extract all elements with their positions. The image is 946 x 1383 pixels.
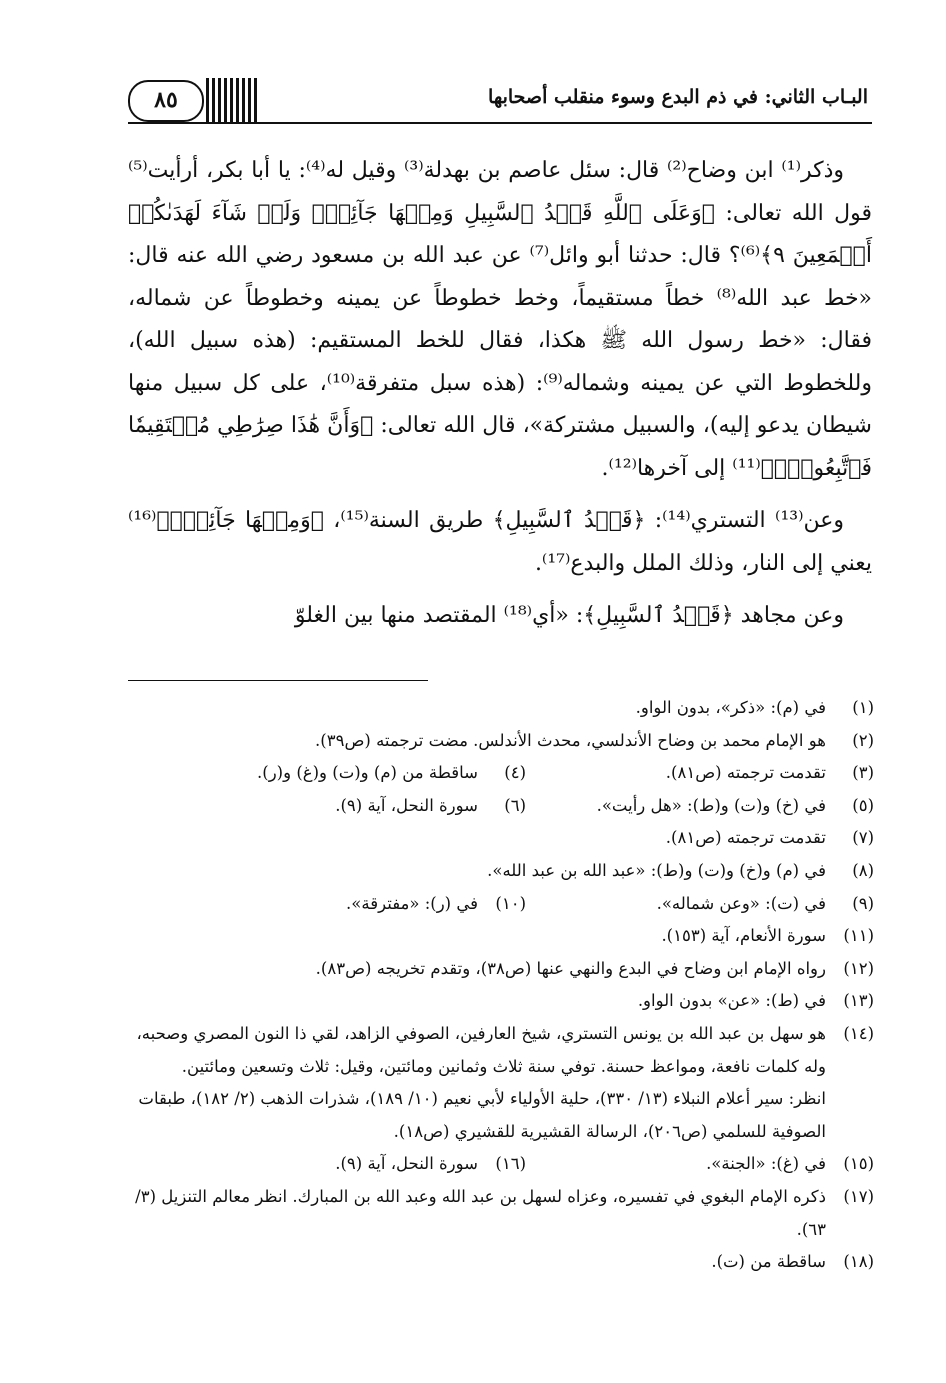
footnote-row: [128, 888, 874, 921]
footnote: (١٢) رواه الإمام ابن وضاح في البدع والنهي عنها (ص٣٨)، وتقدم تخريجه (ص٨٣).: [315, 958, 874, 978]
footnote: (٧) تقدمت ترجمته (ص٨١).: [665, 828, 874, 848]
footnote-continuation: انظر: سير أعلام النبلاء (١٣/ ٣٣٠)، حلية الأولياء لأبي نعيم (١٠/ ١٨٩)، شذرات الذهب (٢/ ١٨٢)، طبقات الصوفية للسلمي (ص٢٠٦)، الرسالة القشيرية للقشيري (ص١٨).: [138, 1089, 826, 1141]
footnote-separator: [128, 680, 428, 681]
footnote: (١) في (م): «ذكر»، بدون الواو.: [635, 698, 874, 717]
footnote: (٦) سورة النحل، آية (٩).: [335, 795, 526, 815]
footnote: (٣) تقدمت ترجمته (ص٨١).: [665, 763, 874, 783]
page-number: ٨٥: [128, 80, 204, 122]
footnote: (١٥) في (غ): «الجنة».: [706, 1154, 874, 1174]
paragraph: وذكر⁽¹⁾ ابن وضاح⁽²⁾ قال: سئل عاصم بن بهدلة⁽³⁾ وقيل له⁽⁴⁾: يا أبا بكر، أرأيت⁽⁵⁾ قول الله تعالى: ﴿وَعَلَى ٱللَّهِ قَصۡدُ ٱلسَّبِيلِ وَمِنۡهَا جَآئِرٞۚ وَلَوۡ شَآءَ لَهَدَىٰكُمۡ أَجۡمَعِينَ ٩﴾⁽⁶⁾؟ قال: حدثنا أبو وائل⁽⁷⁾ عن عبد الله بن مسعود رضي الله عنه قال: «خط عبد الله⁽⁸⁾ خطاً مستقيماً، وخط خطوطاً عن يمينه وخطوطاً عن شماله، فقال: «خط رسول الله ﷺ هكذا، فقال للخط المستقيم: (هذه سبيل الله)، وللخطوط التي عن يمينه وشماله⁽⁹⁾: (هذه سبل متفرقة⁽¹⁰⁾، على كل سبيل منها شيطان يدعو إليه)، والسبيل مشتركة»، قال الله تعالى: ﴿وَأَنَّ هَٰذَا صِرَٰطِي مُسۡتَقِيمٗا فَٱتَّبِعُوهُۖ﴾⁽¹¹⁾ إلى آخرها⁽¹²⁾.: [128, 158, 872, 481]
footnote: (١١) سورة الأنعام، آية (١٥٣).: [661, 926, 874, 946]
header-rule: [128, 122, 872, 124]
footnote: (٥) في (خ) و(ت) و(ط): «هل رأيت».: [596, 795, 874, 815]
footnote-row: [128, 1148, 874, 1181]
footnote: (١٧) ذكره الإمام البغوي في تفسيره، وعزاه لسهل بن عبد الله وعبد الله بن المبارك. انظر معالم التنزيل (٣/ ٦٣).: [135, 1186, 874, 1239]
footnote-row: [128, 757, 874, 790]
footnote: (١٠) في (ر): «مفترقة».: [346, 893, 526, 913]
chapter-title: البـاب الثاني: في ذم البدع وسوء منقلب أصحابها: [488, 86, 868, 108]
footnote: (١٨) ساقطة من (ت).: [711, 1252, 874, 1272]
ornament-bars: [206, 78, 258, 122]
footnote: (٨) في (م) و(خ) و(ت) و(ط): «عبد الله بن عبد الله».: [487, 860, 874, 880]
footnote: (٢) هو الإمام محمد بن وضاح الأندلسي، محدث الأندلس. مضت ترجمته (ص٣٩).: [315, 730, 874, 750]
footnote: (١٣) في (ط): «عن» بدون الواو.: [637, 991, 874, 1011]
footnote-row: [128, 790, 874, 823]
footnote: (٩) في (ت): «وعن شماله».: [656, 893, 874, 913]
running-header: [128, 78, 872, 124]
footnote: (١٦) سورة النحل، آية (٩).: [335, 1154, 526, 1174]
paragraph: وعن مجاهد ﴿قَصۡدُ ٱلسَّبِيلِ﴾: «أي⁽¹⁸⁾ المقتصد منها بين الغلوّ: [294, 603, 844, 628]
main-text: [128, 150, 872, 638]
footnotes: [128, 692, 874, 1279]
footnote: (١٤) هو سهل بن عبد الله بن يونس التستري، شيخ العارفين، الصوفي الزاهد، لقي ذا النون المصري وصحبه، وله كلمات نافعة، ومواعظ حسنة. توفي سنة ثلاث وثمانين ومائتين، وقيل: ثلاث وتسعين ومائتين.: [136, 1023, 874, 1076]
footnote: (٤) ساقطة من (م) و(ت) و(غ) و(ر).: [257, 763, 526, 783]
paragraph: وعن⁽¹³⁾ التستري⁽¹⁴⁾: ﴿قَصۡدُ ٱلسَّبِيلِ﴾ طريق السنة⁽¹⁵⁾، ﴿وَمِنۡهَا جَآئِرٞۚ﴾⁽¹⁶⁾ يعني إلى النار، وذلك الملل والبدع⁽¹⁷⁾.: [128, 508, 872, 576]
